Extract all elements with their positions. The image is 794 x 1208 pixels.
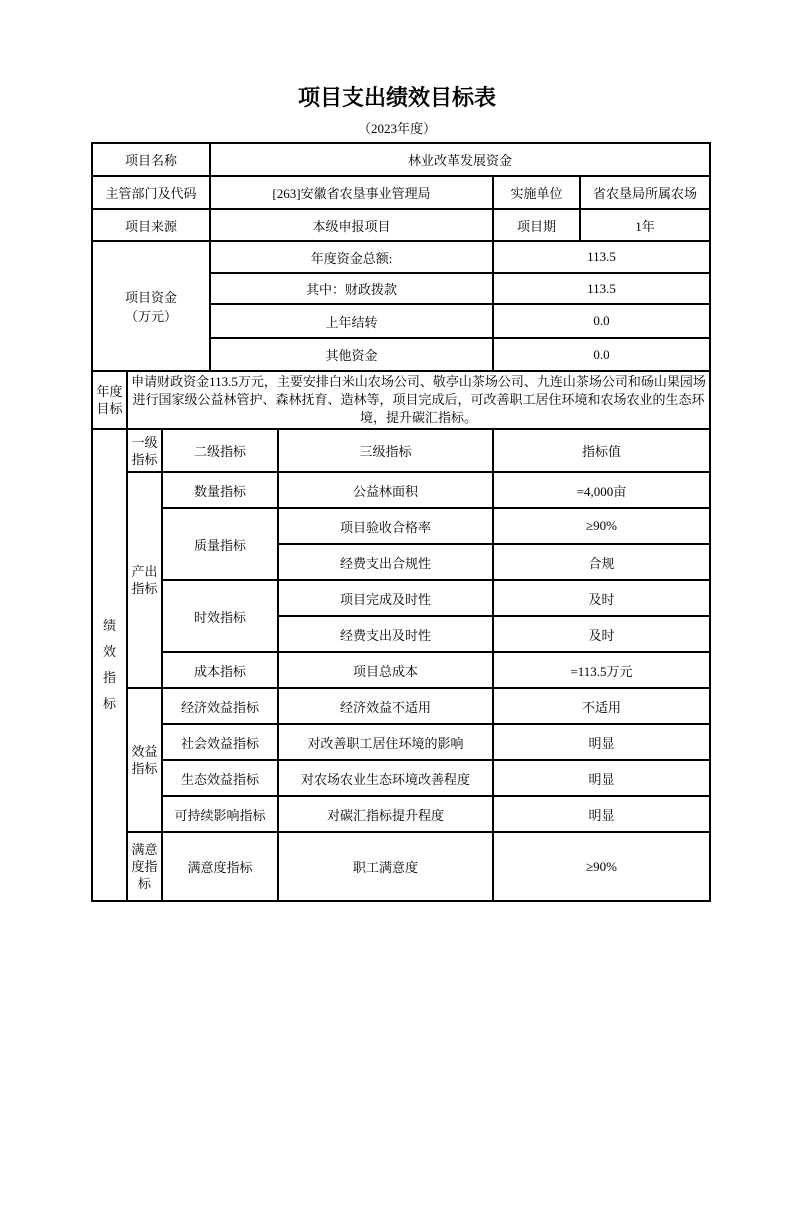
annual-goal-text: 申请财政资金113.5万元，主要安排白米山农场公司、敬亭山茶场公司、九连山茶场公司和砀山果园场进行国家级公益林管护、森林抚育、造林等，项目完成后，可改善职工居住环境和农场农业的生态环境，提升碳汇指标。 <box>127 371 710 429</box>
funding-total-label: 年度资金总额: <box>210 241 493 273</box>
project-name-label: 项目名称 <box>92 143 210 176</box>
period-label: 项目期 <box>493 209 580 241</box>
group-benefit-label: 效益指标 <box>127 688 162 832</box>
funding-table <box>91 240 711 372</box>
indicator-value-cell: =113.5万元 <box>493 652 710 688</box>
project-info-table <box>91 142 711 242</box>
funding-carryover-label: 上年结转 <box>210 304 493 338</box>
indicator-l2-cell: 质量指标 <box>162 508 278 580</box>
funding-label-line1: 项目资金 <box>124 290 177 305</box>
indicator-l2-cell: 成本指标 <box>162 652 278 688</box>
period-value: 1年 <box>580 209 710 241</box>
performance-side-label: 绩效指标 <box>92 429 127 901</box>
indicator-row <box>92 472 710 508</box>
indicator-l3-cell: 职工满意度 <box>278 832 493 901</box>
project-name-row <box>92 143 710 176</box>
indicator-l3-cell: 公益林面积 <box>278 472 493 508</box>
header-level3: 三级指标 <box>278 429 493 472</box>
indicator-l2-cell: 社会效益指标 <box>162 724 278 760</box>
indicators-table <box>91 428 711 902</box>
funding-total-value: 113.5 <box>493 241 710 273</box>
impl-unit-value: 省农垦局所属农场 <box>580 176 710 209</box>
annual-goal-table <box>91 370 711 430</box>
funding-fiscal-value: 113.5 <box>493 273 710 304</box>
header-value: 指标值 <box>493 429 710 472</box>
project-name-value: 林业改革发展资金 <box>210 143 710 176</box>
funding-other-label: 其他资金 <box>210 338 493 371</box>
funding-other-value: 0.0 <box>493 338 710 371</box>
annual-goal-row <box>92 371 710 429</box>
indicator-row <box>92 652 710 688</box>
indicator-l2-cell: 经济效益指标 <box>162 688 278 724</box>
indicator-row <box>92 688 710 724</box>
indicator-l3-cell: 经费支出合规性 <box>278 544 493 580</box>
header-level2: 二级指标 <box>162 429 278 472</box>
indicator-row <box>92 832 710 901</box>
group-output-label: 产出指标 <box>127 472 162 688</box>
indicator-row <box>92 796 710 832</box>
indicator-value-cell: 明显 <box>493 796 710 832</box>
source-row <box>92 209 710 241</box>
indicator-value-cell: =4,000亩 <box>493 472 710 508</box>
indicator-l3-cell: 项目验收合格率 <box>278 508 493 544</box>
page-subtitle: （2023年度） <box>357 121 436 136</box>
dept-value: [263]安徽省农垦事业管理局 <box>210 176 493 209</box>
page-title: 项目支出绩效目标表 <box>297 85 496 110</box>
indicators-header-row <box>92 429 710 472</box>
indicator-value-cell: 不适用 <box>493 688 710 724</box>
indicator-l2-cell: 可持续影响指标 <box>162 796 278 832</box>
indicator-value-cell: 明显 <box>493 724 710 760</box>
indicator-l2-cell: 生态效益指标 <box>162 760 278 796</box>
funding-carryover-value: 0.0 <box>493 304 710 338</box>
header-level1: 一级指标 <box>127 429 162 472</box>
indicator-l3-cell: 经济效益不适用 <box>278 688 493 724</box>
indicator-l2-cell: 满意度指标 <box>162 832 278 901</box>
indicator-row <box>92 508 710 544</box>
group-satisfaction-label: 满意度指标 <box>127 832 162 901</box>
indicator-l3-cell: 项目完成及时性 <box>278 580 493 616</box>
indicator-value-cell: 明显 <box>493 760 710 796</box>
source-label: 项目来源 <box>92 209 210 241</box>
indicator-row <box>92 724 710 760</box>
indicator-l3-cell: 项目总成本 <box>278 652 493 688</box>
indicator-row <box>92 760 710 796</box>
dept-row <box>92 176 710 209</box>
indicator-value-cell: ≥90% <box>493 832 710 901</box>
indicator-l3-cell: 对碳汇指标提升程度 <box>278 796 493 832</box>
indicator-l2-cell: 时效指标 <box>162 580 278 652</box>
indicator-l3-cell: 经费支出及时性 <box>278 616 493 652</box>
indicator-value-cell: ≥90% <box>493 508 710 544</box>
funding-label <box>92 241 210 371</box>
indicator-value-cell: 及时 <box>493 616 710 652</box>
funding-fiscal-label: 其中：财政拨款 <box>210 273 493 304</box>
source-value: 本级申报项目 <box>210 209 493 241</box>
indicator-value-cell: 及时 <box>493 580 710 616</box>
annual-goal-label: 年度目标 <box>92 371 127 429</box>
impl-unit-label: 实施单位 <box>493 176 580 209</box>
indicator-row <box>92 580 710 616</box>
funding-label-line2: （万元） <box>124 309 177 324</box>
indicator-value-cell: 合规 <box>493 544 710 580</box>
indicator-l3-cell: 对农场农业生态环境改善程度 <box>278 760 493 796</box>
indicator-l3-cell: 对改善职工居住环境的影响 <box>278 724 493 760</box>
funding-row-total <box>92 241 710 273</box>
document-page <box>0 86 794 1208</box>
dept-label: 主管部门及代码 <box>92 176 210 209</box>
indicator-l2-cell: 数量指标 <box>162 472 278 508</box>
